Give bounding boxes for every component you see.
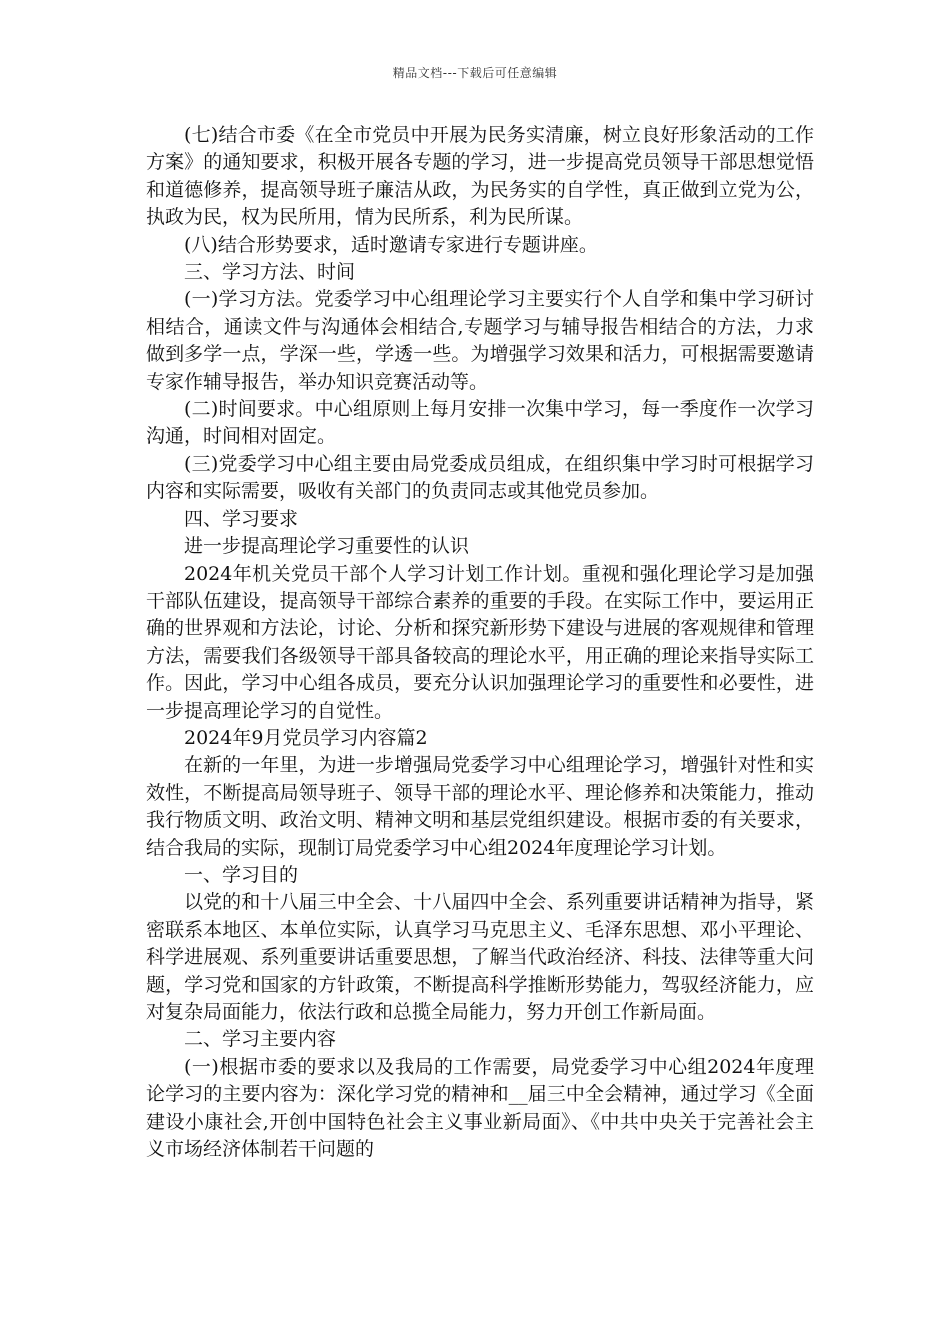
section-heading: 三、学习方法、时间	[184, 261, 356, 284]
paragraph: (二)时间要求。中心组原则上每月安排一次集中学习，每一季度作一次学习沟通，时间相对固定。	[146, 398, 814, 448]
paragraph: (八)结合形势要求，适时邀请专家进行专题讲座。	[184, 233, 598, 256]
paragraph: (一)学习方法。党委学习中心组理论学习主要实行个人自学和集中学习研讨相结合，通读文件与沟通体会相结合,专题学习与辅导报告相结合的方法，力求做到多学一点，学深一些，学透一些。为增强学习效果和活力，可根据需要邀请专家作辅导报告，举办知识竞赛活动等。	[146, 288, 814, 393]
paragraph: (三)党委学习中心组主要由局党委成员组成，在组织集中学习时可根据学习内容和实际需要，吸收有关部门的负责同志或其他党员参加。	[146, 452, 814, 503]
sub-heading: 进一步提高理论学习重要性的认识	[184, 535, 470, 558]
article-title: 2024年9月党员学习内容篇2	[184, 726, 428, 749]
document-body	[146, 122, 814, 1163]
paragraph: 以党的和十八届三中全会、十八届四中全会、系列重要讲话精神为指导，紧密联系本地区、本单位实际，认真学习马克思主义、毛泽东思想、邓小平理论、科学进展观、系列重要讲话重要思想，了解当代政治经济、科技、法律等重大问题，学习党和国家的方针政策，不断提高科学推断形势能力，驾驭经济能力，应对复杂局面能力，依法行政和总揽全局能力，努力开创工作新局面。	[146, 891, 814, 1023]
paragraph: (七)结合市委《在全市党员中开展为民务实清廉，树立良好形象活动的工作方案》的通知要求，积极开展各专题的学习，进一步提高党员领导干部思想觉悟和道德修养，提高领导班子廉洁从政，为民务实的自学性，真正做到立党为公，执政为民，权为民所用，情为民所系，利为民所谋。	[146, 124, 814, 229]
paragraph: (一)根据市委的要求以及我局的工作需要，局党委学习中心组2024年度理论学习的主要内容为：深化学习党的精神和__届三中全会精神，通过学习《全面建设小康社会,开创中国特色社会主义事业新局面》、《中共中央关于完善社会主义市场经济体制若干问题的	[146, 1055, 814, 1161]
section-heading: 一、学习目的	[184, 863, 299, 886]
section-heading: 四、学习要求	[184, 507, 299, 530]
paragraph: 在新的一年里，为进一步增强局党委学习中心组理论学习，增强针对性和实效性，不断提高局领导班子、领导干部的理论水平、理论修养和决策能力，推动我行物质文明、政治文明、精神文明和基层党组织建设。根据市委的有关要求，结合我局的实际，现制订局党委学习中心组2024年度理论学习计划。	[146, 754, 814, 859]
paragraph: 2024年机关党员干部个人学习计划工作计划。重视和强化理论学习是加强干部队伍建设，提高领导干部综合素养的重要的手段。在实际工作中，要运用正确的世界观和方法论，讨论、分析和探究新形势下建设与进展的客观规律和管理方法，需要我们各级领导干部具备较高的理论水平，用正确的理论来指导实际工作。因此，学习中心组各成员，要充分认识加强理论学习的重要性和必要性，进一步提高理论学习的自觉性。	[146, 562, 814, 722]
section-heading: 二、学习主要内容	[184, 1028, 337, 1051]
page-header: 精品文档---下载后可任意编辑	[392, 66, 558, 80]
